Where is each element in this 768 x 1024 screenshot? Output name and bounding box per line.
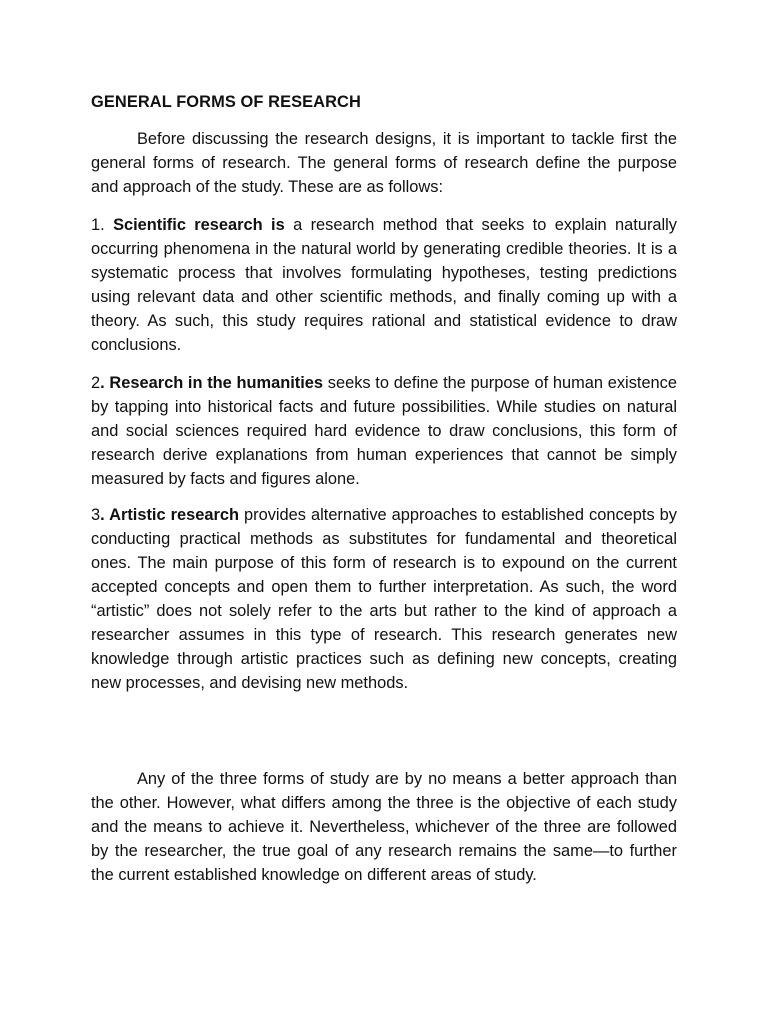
list-item-scientific-research (91, 213, 677, 357)
item-number: 1. (91, 216, 105, 234)
item-number: 2 (91, 374, 101, 392)
item-body: a research method that seeks to explain naturally occurring phenomena in the natural world by generating credible theories. It is a systematic process that involves formulating hypotheses, testing predictions using relevant data and other scientific methods, and finally coming up with a theory. As such, this study requires rational and statistical evidence to draw conclusions. (91, 216, 678, 354)
item-body: seeks to define the purpose of human existence by tapping into historical facts and future possibilities. While studies on natural and social sciences required hard evidence to draw conclusions, this form of research derive explanations from human experiences that cannot be simply measured by facts and figures alone. (91, 374, 677, 488)
item-body: provides alternative approaches to established concepts by conducting practical methods as substitutes for fundamental and theoretical ones. The main purpose of this form of research is to expound on the current accepted concepts and open them to further interpretation. As such, the word “artistic” does not solely refer to the arts but rather to the kind of approach a researcher assumes in this type of research. This research generates new knowledge through artistic practices such as defining new concepts, creating new processes, and devising new methods. (91, 506, 677, 692)
closing-paragraph: Any of the three forms of study are by no means a better approach than the other. However, what differs among the three is the objective of each study and the means to achieve it. Nevertheless, whichever of the three are followed by the researcher, the true goal of any research remains the same—to further the current established knowledge on different areas of study. (91, 770, 677, 884)
item-term: . Research in the humanities (100, 374, 324, 392)
item-number: 3 (91, 506, 101, 524)
item-term: Scientific research is (113, 216, 285, 234)
list-item-humanities-research (91, 371, 677, 491)
page-title: GENERAL FORMS OF RESEARCH (91, 93, 361, 111)
item-term: . Artistic research (100, 506, 239, 524)
list-item-artistic-research (91, 503, 677, 695)
intro-paragraph: Before discussing the research designs, it is important to tackle first the general forms of research. The general forms of research define the purpose and approach of the study. These are as follows: (91, 130, 677, 196)
